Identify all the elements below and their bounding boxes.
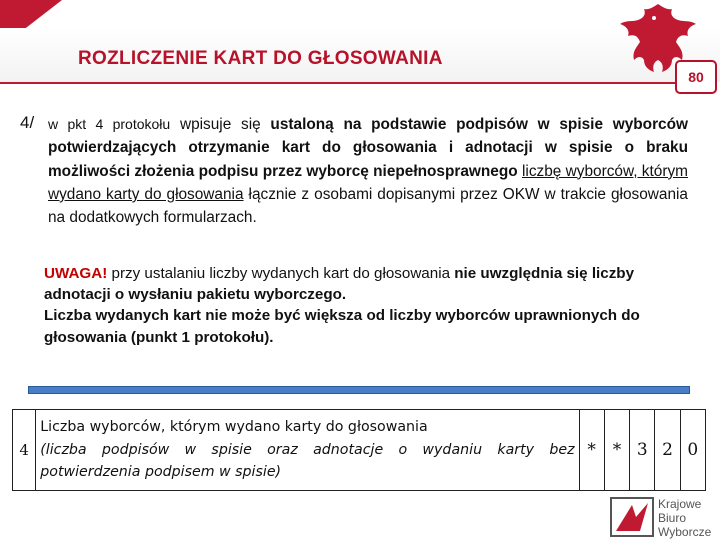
protocol-row-table — [12, 409, 706, 491]
page-title: ROZLICZENIE KART DO GŁOSOWANIA — [78, 48, 443, 69]
logo-line: Krajowe — [658, 497, 702, 511]
digit-cell: * — [579, 410, 604, 491]
note-text: przy ustalaniu liczby wydanych kart do głosowania — [107, 265, 455, 282]
item-paragraph — [48, 113, 688, 229]
item-text-bold: ustaloną na podstawie podpisów w spisie wyborców potwierdzających otrzymanie kart do głosowania i adnotacji w spisie o braku możliwości złożenia podpisu przez wyborcę niepełnosprawnego — [48, 116, 688, 180]
note-block — [44, 263, 704, 348]
item-text-lead: w pkt 4 protokołu — [48, 116, 171, 132]
digit-cell: 2 — [655, 410, 680, 491]
section-divider — [28, 386, 690, 394]
logo-text — [658, 497, 711, 539]
item-text-normal: wpisuje się — [170, 116, 271, 133]
note-label: UWAGA! — [44, 265, 108, 282]
item-number: 4/ — [20, 113, 35, 132]
kbw-logo-icon — [610, 497, 654, 537]
digit-cell: 0 — [680, 410, 705, 491]
item-text-underline: liczbę wyborców, którym wydano karty do głosowania — [48, 162, 688, 203]
item-text-tail: łącznie z osobami dopisanymi przez OKW w trakcie głosowania na dodatkowych formularzach. — [48, 185, 688, 227]
digit-cell: 3 — [630, 410, 655, 491]
logo-line: Wyborcze — [658, 525, 712, 539]
row-description — [36, 410, 579, 491]
row-italic-note: (liczba podpisów w spisie oraz adnotacje o wydaniu karty bez potwierdzenia podpisem w spisie) — [40, 441, 575, 481]
digit-cell: * — [604, 410, 629, 491]
row-title: Liczba wyborców, którym wydano karty do głosowania — [40, 419, 428, 436]
note-bold-2: Liczba wydanych kart nie może być większa od liczby wyborców uprawnionych do głosowania (punkt 1 protokołu). — [44, 307, 640, 346]
page-number-badge: 80 — [675, 60, 717, 94]
header-divider — [0, 82, 676, 84]
logo-line: Biuro — [658, 511, 687, 525]
note-bold-1: nie uwzględnia się liczby adnotacji o wysłaniu pakietu wyborczego. — [44, 265, 635, 304]
row-number: 4 — [13, 410, 36, 491]
table-row — [13, 410, 706, 491]
